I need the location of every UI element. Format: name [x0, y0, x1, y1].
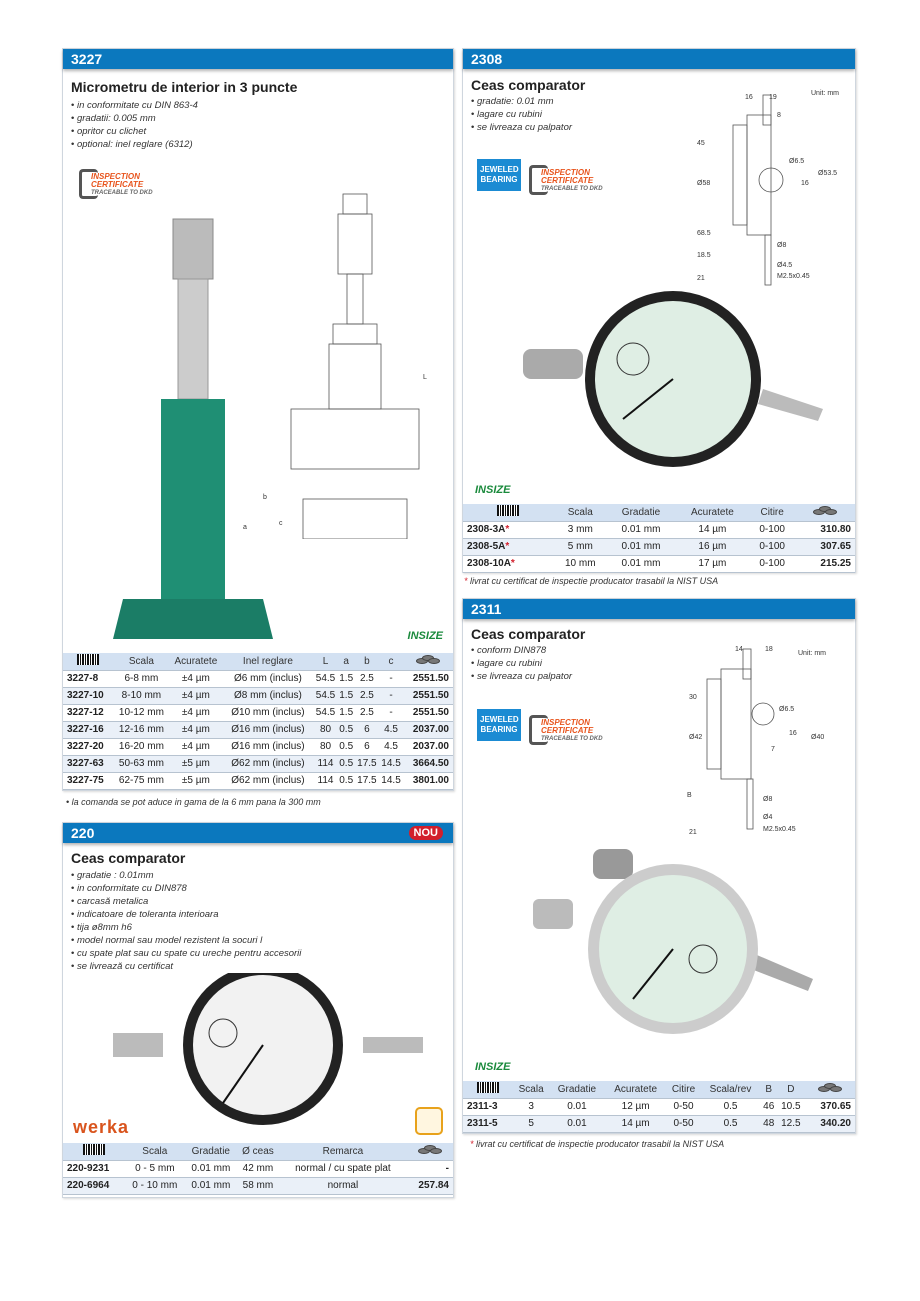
- feature-list: [71, 99, 198, 151]
- cell: 0.01: [549, 1115, 604, 1132]
- cell: ±4 µm: [169, 687, 222, 704]
- svg-text:21: 21: [697, 275, 705, 282]
- cell: 0-50: [667, 1098, 701, 1115]
- cell: 80: [313, 738, 337, 755]
- cell: 46: [761, 1098, 777, 1115]
- section-header: [63, 823, 453, 843]
- cell: 0.01 mm: [607, 521, 675, 538]
- product-code: 2308-10A*: [463, 555, 554, 572]
- cell: 0 - 10 mm: [125, 1177, 185, 1194]
- svg-text:19: 19: [769, 94, 777, 101]
- cell: 6: [355, 738, 379, 755]
- cell: 0-100: [750, 538, 795, 555]
- technical-drawing: [683, 639, 853, 859]
- barcode-icon: [477, 1082, 499, 1093]
- cell: ±5 µm: [169, 772, 222, 789]
- svg-text:Unit: mm: Unit: mm: [811, 90, 839, 97]
- dial-gauge-image: [523, 849, 823, 1049]
- cell: 0.01: [549, 1098, 604, 1115]
- price: 310.80: [795, 521, 856, 538]
- cell: Ø10 mm (inclus): [222, 704, 313, 721]
- footnote: * livrat cu certificat de inspectie producator trasabil la NIST USA: [464, 576, 719, 586]
- price-coins-icon: [813, 506, 837, 516]
- barcode-icon: [83, 1144, 105, 1155]
- section-header: [463, 49, 855, 69]
- cell: 10 mm: [554, 555, 607, 572]
- product-2311: [462, 598, 856, 1134]
- svg-text:14: 14: [735, 646, 743, 653]
- product-code: 3227-12: [63, 704, 113, 721]
- cell: ±4 µm: [169, 721, 222, 738]
- cell: 0.5: [700, 1115, 760, 1132]
- dial-gauge-image: [523, 289, 823, 479]
- product-table: Scala Gradatie Acuratete Citire Scala/rev B D 2311-3 3 0.01 12 µm 0-50 0.5 46 10.5 370.65 2311-5 5 0.01 14 µm 0-50 0.5 48 12.5 340.20: [463, 1081, 855, 1133]
- product-code: 220-9231: [63, 1160, 125, 1177]
- cell: 1.5: [338, 704, 355, 721]
- price: 2551.50: [403, 687, 453, 704]
- cell: 6-8 mm: [113, 670, 169, 687]
- cell: 0-50: [667, 1115, 701, 1132]
- cell: 12-16 mm: [113, 721, 169, 738]
- section-header: [63, 49, 453, 69]
- feature: • lagare cu rubini: [471, 657, 572, 670]
- cell: ±4 µm: [169, 704, 222, 721]
- svg-text:M2.5x0.45: M2.5x0.45: [777, 273, 810, 280]
- cell: 0.01 mm: [185, 1177, 237, 1194]
- product-220: [62, 822, 454, 1198]
- cell: 14.5: [379, 772, 403, 789]
- cell: 17.5: [355, 772, 379, 789]
- cell: 0.01 mm: [607, 555, 675, 572]
- price: -: [407, 1160, 453, 1177]
- cell: 12 µm: [605, 1098, 667, 1115]
- cell: 14.5: [379, 755, 403, 772]
- table-row: [63, 670, 453, 687]
- jeweled-bearing-badge: JEWELED BEARING: [477, 159, 521, 191]
- product-code: 2311: [471, 601, 502, 617]
- product-code: 2308-3A*: [463, 521, 554, 538]
- cell: 6: [355, 721, 379, 738]
- price-coins-icon: [416, 655, 440, 665]
- product-table: Scala Gradatie Ø ceas Remarca 220-9231 0 - 5 mm 0.01 mm 42 mm normal / cu spate plat - 220-6964 0 - 10 mm 0.01 mm 58 mm normal 257.84: [63, 1143, 453, 1195]
- table-row: [63, 1177, 453, 1194]
- product-code: 2308: [471, 51, 503, 67]
- svg-text:18.5: 18.5: [697, 252, 711, 259]
- price: 370.65: [805, 1098, 855, 1115]
- price: 2551.50: [403, 670, 453, 687]
- cell: 2.5: [355, 670, 379, 687]
- svg-text:M2.5x0.45: M2.5x0.45: [763, 826, 796, 833]
- cell: 16 µm: [675, 538, 750, 555]
- svg-text:Ø6.5: Ø6.5: [779, 706, 795, 713]
- svg-text:L: L: [423, 374, 427, 381]
- certificate-icon: [415, 1107, 443, 1135]
- cell: 1.5: [338, 687, 355, 704]
- insize-logo: INSIZE: [407, 630, 443, 642]
- cell: Ø8 mm (inclus): [222, 687, 313, 704]
- cell: 80: [313, 721, 337, 738]
- table-row: [463, 1098, 855, 1115]
- product-code: 3227: [71, 51, 103, 67]
- insize-logo: INSIZE: [475, 1061, 511, 1073]
- cell: 12.5: [777, 1115, 805, 1132]
- product-code: 3227-10: [63, 687, 113, 704]
- svg-text:Ø58: Ø58: [697, 180, 711, 187]
- cell: 0-100: [750, 555, 795, 572]
- feature: • opritor cu clichet: [71, 125, 198, 138]
- cell: normal: [279, 1177, 407, 1194]
- product-code: 2311-3: [463, 1098, 513, 1115]
- asterisk: *: [510, 558, 515, 569]
- cell: 42 mm: [237, 1160, 279, 1177]
- cell: 0.5: [338, 721, 355, 738]
- cell: Ø16 mm (inclus): [222, 721, 313, 738]
- cell: normal / cu spate plat: [279, 1160, 407, 1177]
- svg-text:16: 16: [801, 180, 809, 187]
- cell: 17.5: [355, 755, 379, 772]
- product-code: 220: [71, 825, 95, 841]
- cell: 48: [761, 1115, 777, 1132]
- section-header: [463, 599, 855, 619]
- cell: 17 µm: [675, 555, 750, 572]
- feature: • optional: inel reglare (6312): [71, 138, 198, 151]
- asterisk: *: [505, 524, 510, 535]
- svg-text:c: c: [279, 520, 283, 527]
- price: 257.84: [407, 1177, 453, 1194]
- svg-text:Ø42: Ø42: [689, 734, 703, 741]
- table-row: [63, 755, 453, 772]
- price: 2037.00: [403, 721, 453, 738]
- cell: Ø62 mm (inclus): [222, 772, 313, 789]
- dial-gauge-image: [113, 973, 433, 1143]
- svg-text:Ø40: Ø40: [811, 734, 825, 741]
- table-row: [63, 704, 453, 721]
- cell: 54.5: [313, 704, 337, 721]
- price-coins-icon: [818, 1083, 842, 1093]
- cell: -: [379, 670, 403, 687]
- table-row: [63, 721, 453, 738]
- cell: 114: [313, 772, 337, 789]
- cell: 0.5: [338, 738, 355, 755]
- cell: 0 - 5 mm: [125, 1160, 185, 1177]
- product-code: 3227-16: [63, 721, 113, 738]
- price: 215.25: [795, 555, 856, 572]
- technical-drawing: [243, 189, 453, 539]
- svg-text:Ø4: Ø4: [763, 814, 773, 821]
- svg-text:b: b: [263, 494, 267, 501]
- cell: 14 µm: [675, 521, 750, 538]
- svg-text:Ø8: Ø8: [777, 242, 787, 249]
- product-code: 2308-5A*: [463, 538, 554, 555]
- cell: 50-63 mm: [113, 755, 169, 772]
- cell: 5 mm: [554, 538, 607, 555]
- table-row: [463, 555, 855, 572]
- feature: • conform DIN878: [471, 644, 572, 657]
- technical-drawing: [693, 85, 853, 305]
- feature: • se livreaza cu palpator: [471, 121, 572, 134]
- product-code: 3227-8: [63, 670, 113, 687]
- product-title: Ceas comparator: [471, 626, 586, 642]
- svg-text:a: a: [243, 524, 247, 531]
- svg-text:B: B: [687, 792, 692, 799]
- cell: 10.5: [777, 1098, 805, 1115]
- footnote: • la comanda se pot aduce in gama de la 6 mm pana la 300 mm: [66, 797, 321, 807]
- cell: 114: [313, 755, 337, 772]
- cell: 3 mm: [554, 521, 607, 538]
- table-row: [463, 1115, 855, 1132]
- inspection-certificate-logo: INSPECTION CERTIFICATE TRACEABLE TO DKD: [529, 719, 603, 743]
- cell: 58 mm: [237, 1177, 279, 1194]
- svg-text:16: 16: [745, 94, 753, 101]
- cell: ±4 µm: [169, 738, 222, 755]
- product-2308: [462, 48, 856, 573]
- product-title: Ceas comparator: [471, 77, 586, 93]
- cell: 0.5: [338, 772, 355, 789]
- svg-text:8: 8: [777, 112, 781, 119]
- table-row: [63, 738, 453, 755]
- cell: 4.5: [379, 721, 403, 738]
- svg-text:68.5: 68.5: [697, 230, 711, 237]
- cell: 10-12 mm: [113, 704, 169, 721]
- cell: Ø16 mm (inclus): [222, 738, 313, 755]
- svg-text:Unit: mm: Unit: mm: [798, 650, 826, 657]
- feature: • lagare cu rubini: [471, 108, 572, 121]
- cell: 54.5: [313, 670, 337, 687]
- svg-text:Ø4.5: Ø4.5: [777, 262, 793, 269]
- cell: 2.5: [355, 704, 379, 721]
- product-table: Scala Acuratete Inel reglare L a b c 3227-8 6-8 mm ±4 µm Ø6 mm (inclus) 54.5 1.5 2.5 - 2551.50 3227-10 8-10 mm ±4 µm Ø8 mm (inclus) 54.5 1.5 2.5 - 2551.50 3227-12 10-12 mm ±4 µm Ø10 mm (inclus) 54.5 1.5 2.5 - 2551.50 3227-16 12-16 mm ±4 µm Ø16 mm (inclus) 80 0.5 6 4.5 2037.00 3227-20 16-20 mm ±4 µm Ø16 mm (inclus) 80 0.5 6 4.5 2037.00 3227-63 50-63 mm ±5 µm Ø62 mm (inclus) 114 0.5 17.5 14.5 3664.50 3227-75 62-75 mm ±5 µm Ø62 mm (inclus) 114 0.5 17.5 14.5 3801.00: [63, 653, 453, 790]
- table-row: [63, 772, 453, 789]
- cell: -: [379, 687, 403, 704]
- svg-text:Ø6.5: Ø6.5: [789, 158, 805, 165]
- price: 2551.50: [403, 704, 453, 721]
- cell: ±4 µm: [169, 670, 222, 687]
- svg-text:Ø8: Ø8: [763, 796, 773, 803]
- cell: 2.5: [355, 687, 379, 704]
- cell: 8-10 mm: [113, 687, 169, 704]
- cell: 14 µm: [605, 1115, 667, 1132]
- product-3227: [62, 48, 454, 791]
- feature: • in conformitate cu DIN 863-4: [71, 99, 198, 112]
- cell: 54.5: [313, 687, 337, 704]
- svg-text:45: 45: [697, 140, 705, 147]
- table-row: [463, 538, 855, 555]
- product-code: 3227-75: [63, 772, 113, 789]
- cell: 4.5: [379, 738, 403, 755]
- price: 340.20: [805, 1115, 855, 1132]
- jeweled-bearing-badge: JEWELED BEARING: [477, 709, 521, 741]
- price: 307.65: [795, 538, 856, 555]
- svg-text:16: 16: [789, 730, 797, 737]
- cell: 62-75 mm: [113, 772, 169, 789]
- cell: 0-100: [750, 521, 795, 538]
- asterisk: *: [505, 541, 510, 552]
- svg-text:18: 18: [765, 646, 773, 653]
- feature-list: [471, 644, 572, 683]
- product-code: 3227-63: [63, 755, 113, 772]
- cell: 3: [513, 1098, 549, 1115]
- price: 2037.00: [403, 738, 453, 755]
- feature: • gradatii: 0.005 mm: [71, 112, 198, 125]
- footnote: * livrat cu certificat de inspectie producator trasabil la NIST USA: [470, 1139, 725, 1149]
- product-code: 220-6964: [63, 1177, 125, 1194]
- cell: 0.01 mm: [185, 1160, 237, 1177]
- cell: 5: [513, 1115, 549, 1132]
- svg-text:Ø53.5: Ø53.5: [818, 170, 838, 177]
- inspection-certificate-logo: INSPECTION CERTIFICATE TRACEABLE TO DKD: [529, 169, 603, 193]
- product-code: 3227-20: [63, 738, 113, 755]
- svg-text:7: 7: [771, 746, 775, 753]
- table-row: [63, 1160, 453, 1177]
- inspection-certificate-logo: INSPECTION CERTIFICATE TRACEABLE TO DKD: [79, 173, 153, 197]
- table-row: [463, 521, 855, 538]
- cell: 0.5: [338, 755, 355, 772]
- product-code: 2311-5: [463, 1115, 513, 1132]
- feature-list: [471, 95, 572, 134]
- product-table: Scala Gradatie Acuratete Citire 2308-3A* 3 mm 0.01 mm 14 µm 0-100 310.80 2308-5A* 5 mm 0.01 mm 16 µm 0-100 307.65 2308-10A* 10 mm 0.01 mm 17 µm 0-100 215.25: [463, 504, 855, 573]
- cell: 1.5: [338, 670, 355, 687]
- product-title: Ceas comparator: [71, 850, 186, 866]
- svg-text:30: 30: [689, 694, 697, 701]
- cell: Ø62 mm (inclus): [222, 755, 313, 772]
- new-badge: NOU: [409, 826, 443, 840]
- feature: • se livreaza cu palpator: [471, 670, 572, 683]
- cell: Ø6 mm (inclus): [222, 670, 313, 687]
- feature: • gradatie: 0.01 mm: [471, 95, 572, 108]
- cell: 0.01 mm: [607, 538, 675, 555]
- table-row: [63, 687, 453, 704]
- cell: 16-20 mm: [113, 738, 169, 755]
- price: 3801.00: [403, 772, 453, 789]
- feature-list: • gradatie : 0.01mm • in conformitate cu DIN878 • carcasă metalica • indicatoare de toleranta interioara • tija ø8mm h6 • model normal sau model rezistent la socuri l • cu spate plat sau cu spate cu ureche pentru accesorii • se livrează cu certificat: [71, 869, 301, 973]
- svg-text:21: 21: [689, 829, 697, 836]
- cell: -: [379, 704, 403, 721]
- barcode-icon: [497, 505, 519, 516]
- insize-logo: INSIZE: [475, 484, 511, 496]
- price-coins-icon: [418, 1145, 442, 1155]
- cell: ±5 µm: [169, 755, 222, 772]
- price: 3664.50: [403, 755, 453, 772]
- cell: 0.5: [700, 1098, 760, 1115]
- werka-logo: werka: [73, 1117, 130, 1137]
- barcode-icon: [77, 654, 99, 665]
- product-title: Micrometru de interior in 3 puncte: [71, 79, 298, 95]
